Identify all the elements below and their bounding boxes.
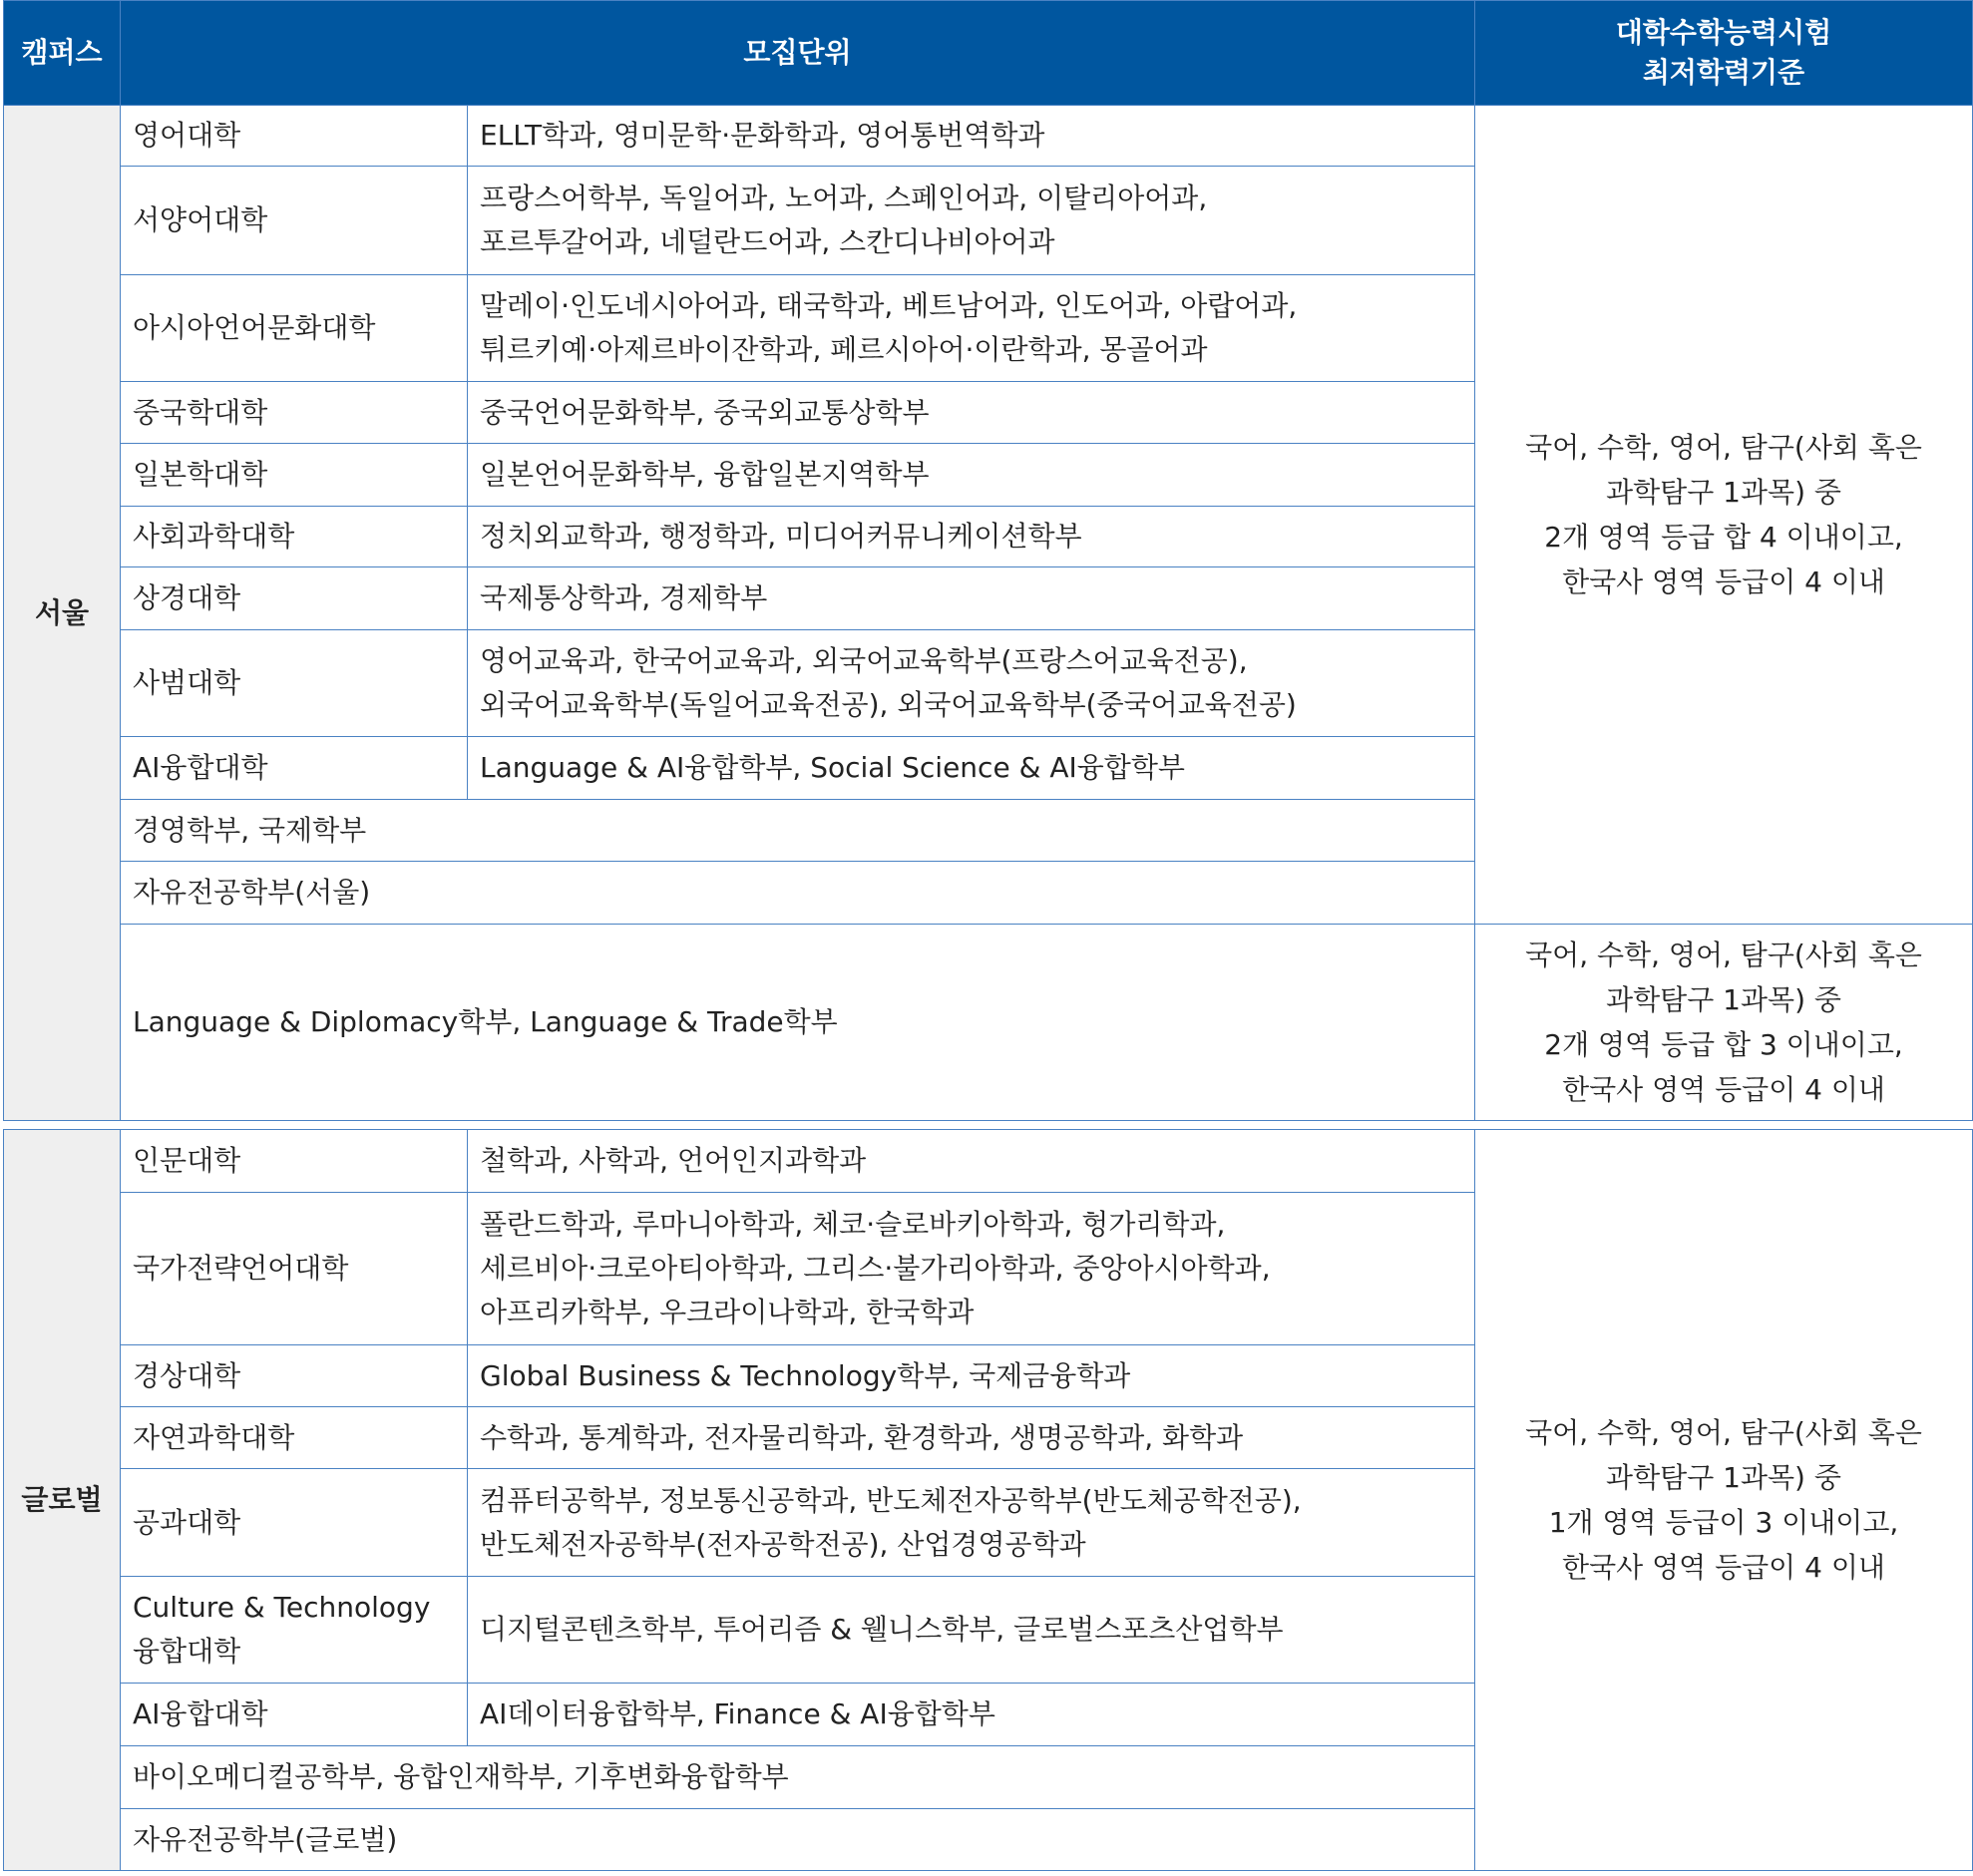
unit-cell-text: 바이오메디컬공학부, 융합인재학부, 기후변화융합학부: [133, 1760, 789, 1793]
college-cell: [121, 1577, 468, 1684]
admission-table-seoul: [3, 0, 1973, 1121]
college-cell: [121, 382, 468, 444]
college-cell-text: AI융합대학: [133, 751, 268, 784]
departments-cell-text: 폴란드학과, 루마니아학과, 체코·슬로바키아학과, 헝가리학과, 세르비아·크로아티아학과, 그리스·불가리아학과, 중앙아시아학과, 아프리카학부, 우크라이나학과, 한국학과: [480, 1208, 1271, 1328]
college-cell: [121, 1345, 468, 1407]
unit-cell: [121, 862, 1475, 925]
departments-cell: [468, 444, 1475, 507]
departments-cell-text: 프랑스어학부, 독일어과, 노어과, 스페인어과, 이탈리아어과, 포르투갈어과, 네덜란드어과, 스칸디나비아어과: [480, 182, 1208, 258]
departments-cell-text: 중국언어문화학부, 중국외교통상학부: [480, 395, 930, 429]
college-cell-text: Culture & Technology 융합대학: [133, 1591, 431, 1668]
departments-cell-text: 정치외교학과, 행정학과, 미디어커뮤니케이션학부: [480, 520, 1082, 553]
college-cell: [121, 167, 468, 275]
criteria-cell: [1475, 1130, 1973, 1871]
college-cell: [121, 567, 468, 630]
college-cell-text: 아시아언어문화대학: [133, 311, 376, 344]
college-cell-text: 영어대학: [133, 119, 241, 152]
departments-cell: [468, 737, 1475, 800]
unit-cell-text: Language & Diplomacy학부, Language & Trade학부: [133, 1005, 838, 1038]
departments-cell: [468, 275, 1475, 382]
college-cell: [121, 737, 468, 800]
unit-cell: [121, 1809, 1475, 1871]
college-cell-text: 경상대학: [133, 1358, 241, 1392]
college-cell: [121, 1684, 468, 1746]
unit-cell-text: 자유전공학부(서울): [133, 876, 371, 909]
unit-cell-text: 경영학부, 국제학부: [133, 813, 367, 847]
college-cell-text: 공과대학: [133, 1505, 241, 1539]
college-cell-text: 인문대학: [133, 1144, 241, 1177]
college-cell: [121, 106, 468, 167]
campus-cell: [4, 106, 121, 1121]
departments-cell-text: AI데이터융합학부, Finance & AI융합학부: [480, 1697, 995, 1730]
college-cell-text: 사회과학대학: [133, 520, 295, 553]
college-cell-text: 상경대학: [133, 581, 241, 614]
departments-cell: [468, 382, 1475, 444]
college-cell: [121, 1130, 468, 1193]
criteria-cell-text: 국어, 수학, 영어, 탐구(사회 혹은 과학탐구 1과목) 중 2개 영역 등급 합 3 이내이고, 한국사 영역 등급이 4 이내: [1525, 938, 1922, 1106]
departments-cell-text: 디지털콘텐츠학부, 투어리즘 & 웰니스학부, 글로벌스포츠산업학부: [480, 1613, 1284, 1646]
criteria-cell: [1475, 925, 1973, 1121]
college-cell-text: 국가전략언어대학: [133, 1252, 349, 1285]
departments-cell-text: Language & AI융합학부, Social Science & AI융합학부: [480, 751, 1185, 784]
departments-cell-text: 컴퓨터공학부, 정보통신공학과, 반도체전자공학부(반도체공학전공), 반도체전자공학부(전자공학전공), 산업경영공학과: [480, 1483, 1302, 1561]
unit-cell: [121, 1746, 1475, 1809]
departments-cell-text: 영어교육과, 한국어교육과, 외국어교육학부(프랑스어교육전공), 외국어교육학부(독일어교육전공), 외국어교육학부(중국어교육전공): [480, 644, 1297, 721]
departments-cell: [468, 1684, 1475, 1746]
college-cell: [121, 275, 468, 382]
header-criteria: [1475, 1, 1973, 106]
departments-cell-text: ELLT학과, 영미문학·문화학과, 영어통번역학과: [480, 119, 1045, 152]
table-row: [4, 925, 1973, 1121]
college-cell-text: 일본학대학: [133, 458, 268, 491]
departments-cell: [468, 1345, 1475, 1407]
header-criteria-text: 대학수학능력시험 최저학력기준: [1615, 16, 1832, 89]
departments-cell: [468, 106, 1475, 167]
table-row: [4, 106, 1973, 167]
admission-table-global: [3, 1129, 1973, 1871]
departments-cell: [468, 1407, 1475, 1469]
table-row: [4, 1130, 1973, 1193]
criteria-cell: [1475, 106, 1973, 925]
college-cell-text: AI융합대학: [133, 1697, 268, 1730]
college-cell-text: 자연과학대학: [133, 1420, 295, 1454]
departments-cell-text: 국제통상학과, 경제학부: [480, 581, 768, 614]
college-cell: [121, 1193, 468, 1345]
departments-cell: [468, 1193, 1475, 1345]
departments-cell: [468, 1469, 1475, 1577]
departments-cell: [468, 567, 1475, 630]
campus-cell: [4, 1130, 121, 1871]
college-cell: [121, 1407, 468, 1469]
unit-cell: [121, 925, 1475, 1121]
departments-cell: [468, 507, 1475, 567]
college-cell: [121, 507, 468, 567]
departments-cell-text: 말레이·인도네시아어과, 태국학과, 베트남어과, 인도어과, 아랍어과, 튀르키예·아제르바이잔학과, 페르시아어·이란학과, 몽골어과: [480, 289, 1298, 366]
campus-cell-text: 글로벌: [21, 1483, 103, 1516]
departments-cell-text: 철학과, 사학과, 언어인지과학과: [480, 1144, 867, 1177]
header-campus: 캠퍼스: [4, 1, 121, 106]
criteria-cell-text: 국어, 수학, 영어, 탐구(사회 혹은 과학탐구 1과목) 중 1개 영역 등급이 3 이내이고, 한국사 영역 등급이 4 이내: [1525, 1416, 1922, 1584]
campus-cell-text: 서울: [34, 595, 90, 629]
college-cell-text: 사범대학: [133, 666, 241, 699]
departments-cell: [468, 1130, 1475, 1193]
college-cell: [121, 630, 468, 737]
departments-cell-text: 수학과, 통계학과, 전자물리학과, 환경학과, 생명공학과, 화학과: [480, 1420, 1244, 1454]
departments-cell-text: 일본언어문화학부, 융합일본지역학부: [480, 458, 930, 491]
departments-cell: [468, 630, 1475, 737]
college-cell: [121, 1469, 468, 1577]
departments-cell: [468, 167, 1475, 275]
college-cell-text: 서양어대학: [133, 203, 268, 236]
departments-cell-text: Global Business & Technology학부, 국제금융학과: [480, 1358, 1131, 1392]
unit-cell-text: 자유전공학부(글로벌): [133, 1822, 398, 1856]
header-unit: 모집단위: [121, 1, 1475, 106]
college-cell-text: 중국학대학: [133, 395, 268, 429]
unit-cell: [121, 800, 1475, 862]
college-cell: [121, 444, 468, 507]
departments-cell: [468, 1577, 1475, 1684]
criteria-cell-text: 국어, 수학, 영어, 탐구(사회 혹은 과학탐구 1과목) 중 2개 영역 등급 합 4 이내이고, 한국사 영역 등급이 4 이내: [1525, 431, 1922, 598]
